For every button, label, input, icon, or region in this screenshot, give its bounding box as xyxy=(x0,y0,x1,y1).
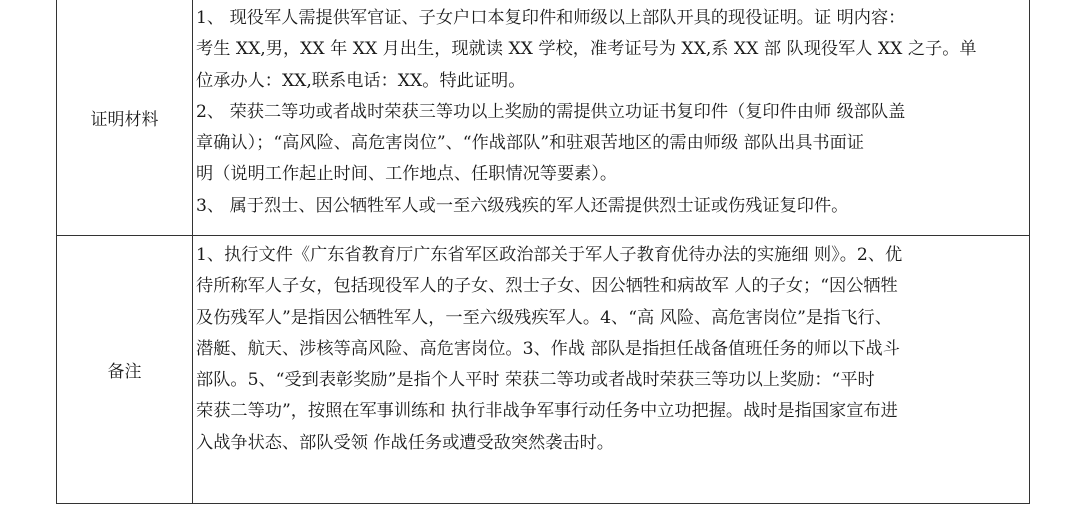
content-line: 1、执行文件《广东省教育厅广东省军区政治部关于军人子教育优待办法的实施细 则》。2、优 xyxy=(196,245,903,265)
content-line: 及伤残军人”是指因公牺牲军人，一至六级残疾军人。4、“高 风险、高危害岗位”是指飞行、 xyxy=(196,307,892,328)
content-line: 1、 现役军人需提供军官证、子女户口本复印件和师级以上部队开具的现役证明。证 明内容： xyxy=(196,8,906,28)
row-label-notes: 备注 xyxy=(57,236,193,504)
info-table xyxy=(56,0,1030,504)
row-label-materials: 证明材料 xyxy=(57,0,193,236)
content-line: 考生 XX,男，XX 年 XX 月出生，现就读 XX 学校，准考证号为 XX,系 XX 部 队现役军人 XX 之子。单 xyxy=(196,39,977,60)
content-line: 章确认）；“高风险、高危害岗位”、“作战部队”和驻艰苦地区的需由师级 部队出具书面证 xyxy=(196,133,864,154)
content-line: 位承办人：XX,联系电话：XX。特此证明。 xyxy=(196,70,526,91)
content-line: 待所称军人子女，包括现役军人的子女、烈士子女、因公牺牲和病故军 人的子女；“因公牺牲 xyxy=(196,276,898,297)
content-line: 入战争状态、部队受领 作战任务或遭受敌突然袭击时。 xyxy=(196,432,614,453)
content-line: 2、 荣获二等功或者战时荣获三等功以上奖励的需提供立功证书复印件（复印件由师 级部队盖 xyxy=(196,101,906,122)
table-row-notes xyxy=(57,236,1030,504)
content-line: 荣获二等功”，按照在军事训练和 执行非战争军事行动任务中立功把握。战时是指国家宣布进 xyxy=(196,401,898,422)
content-line: 3、 属于烈士、因公牺牲军人或一至六级残疾的军人还需提供烈士证或伤残证复印件。 xyxy=(196,195,849,216)
content-line: 潜艇、航天、涉核等高风险、高危害岗位。3、作战 部队是指担任战备值班任务的师以下战斗 xyxy=(196,338,900,359)
row-content-notes xyxy=(193,236,1030,504)
content-line: 明（说明工作起止时间、工作地点、任职情况等要素）。 xyxy=(196,164,618,185)
content-line: 部队。5、“受到表彰奖励”是指个人平时 荣获二等功或者战时荣获三等功以上奖励：“平时 xyxy=(196,370,875,391)
row-content-materials xyxy=(193,0,1030,236)
table-row-materials xyxy=(57,0,1030,236)
